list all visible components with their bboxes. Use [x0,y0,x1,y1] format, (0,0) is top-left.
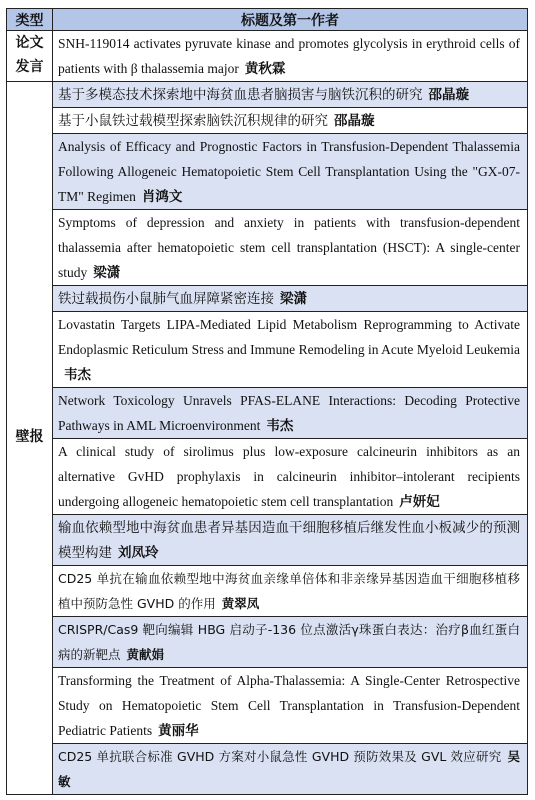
title-cell [53,388,528,439]
type-cell: 壁报 [7,82,53,795]
first-author: 黄丽华 [158,723,199,738]
publication-table [6,8,528,795]
type-cell: 论文发言 [7,31,53,82]
paper-title: Symptoms of depression and anxiety in patients with transfusion-dependent thalassemia after hematopoietic stem cell transplantation (HSCT): A single-center study [58,215,520,280]
paper-title: A clinical study of sirolimus plus low-exposure calcineurin inhibitors as an alternative GvHD prophylaxis in calcineurin inhibitor–intolerant recipients undergoing allogeneic hematopoietic stem cell transplantation [58,444,520,509]
first-author: 韦杰 [64,367,91,382]
first-author: 吴敏 [58,749,520,789]
title-cell [53,566,528,617]
table-body [7,31,528,795]
title-cell [53,134,528,210]
first-author: 邵晶璇 [334,113,375,128]
first-author: 韦杰 [266,418,294,433]
first-author: 梁潇 [93,265,121,280]
paper-title: 输血依赖型地中海贫血患者异基因造血干细胞移植后继发性血小板减少的预测模型构建 [58,520,520,560]
title-cell [53,439,528,515]
first-author: 梁潇 [280,291,307,306]
first-author: 黄翠凤 [221,596,260,611]
title-cell [53,108,528,134]
title-cell [53,286,528,312]
paper-title: SNH-119014 activates pyruvate kinase and promotes glycolysis in erythroid cells of patients with β thalassemia major [58,36,520,76]
first-author: 肖鸿文 [141,189,183,204]
paper-title: Analysis of Efficacy and Prognostic Factors in Transfusion-Dependent Thalassemia Following Allogeneic Hematopoietic Stem Cell Transplantation Using the "GX-07-TM" Regimen [58,139,520,204]
table-row [7,312,528,388]
first-author: 卢妍妃 [399,494,440,509]
title-cell [53,210,528,286]
paper-title: 基于多模态技术探索地中海贫血患者脑损害与脑铁沉积的研究 [58,87,423,102]
table-row [7,82,528,108]
first-author: 黄献娟 [126,647,165,662]
table-row [7,31,528,82]
paper-title: 基于小鼠铁过载模型探索脑铁沉积规律的研究 [58,113,328,128]
title-cell [53,312,528,388]
table-row [7,210,528,286]
paper-title: Transforming the Treatment of Alpha-Thalassemia: A Single-Center Retrospective Study on Hematopoietic Stem Cell Transplantation in Transfusion-Dependent Pediatric Patients [58,673,520,738]
table-row [7,515,528,566]
first-author: 黄秋霖 [244,61,286,76]
title-cell [53,515,528,566]
table-row [7,108,528,134]
title-cell [53,617,528,668]
paper-title: 铁过载损伤小鼠肺气血屏障紧密连接 [58,291,274,306]
table-row [7,744,528,795]
title-cell [53,744,528,795]
paper-title: Network Toxicology Unravels PFAS-ELANE Interactions: Decoding Protective Pathways in AML Microenvironment [58,393,520,433]
paper-title: CD25 单抗联合标准 GVHD 方案对小鼠急性 GVHD 预防效果及 GVL 效应研究 [58,749,502,764]
paper-title: CD25 单抗在输血依赖型地中海贫血亲缘单倍体和非亲缘异基因造血干细胞移植移植中预防急性 GVHD 的作用 [58,571,520,611]
table-row [7,617,528,668]
table-header-row [7,9,528,31]
table-row [7,388,528,439]
type-column-header: 类型 [7,9,53,31]
table-row [7,566,528,617]
paper-title: CRISPR/Cas9 靶向编辑 HBG 启动子-136 位点激活γ珠蛋白表达：治疗β血红蛋白病的新靶点 [58,622,520,662]
paper-title: Lovastatin Targets LIPA-Mediated Lipid Metabolism Reprogramming to Activate Endoplasmic Reticulum Stress and Immune Remodeling in Acute Myeloid Leukemia [58,317,520,357]
table-row [7,439,528,515]
title-column-header: 标题及第一作者 [53,9,528,31]
title-cell [53,82,528,108]
table-row [7,286,528,312]
table-row [7,134,528,210]
first-author: 刘凤玲 [118,545,159,560]
table-row [7,668,528,744]
title-cell [53,668,528,744]
title-cell [53,31,528,82]
first-author: 邵晶璇 [428,87,469,102]
